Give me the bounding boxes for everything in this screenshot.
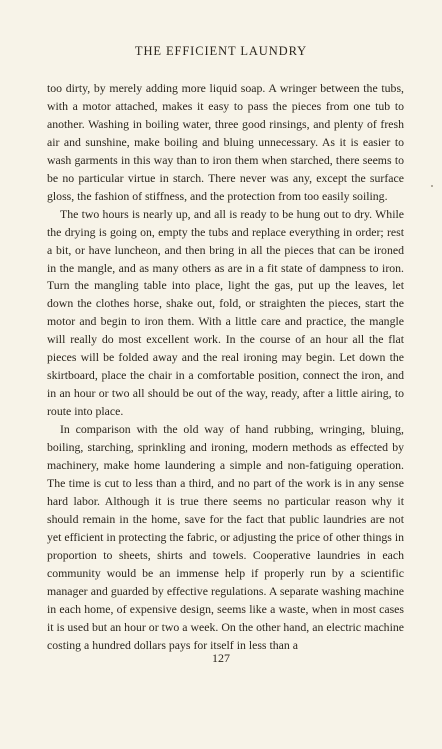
page-number: 127 [212,651,230,665]
body-text [47,80,404,655]
paper-speck [431,185,433,187]
running-head: THE EFFICIENT LAUNDRY [134,44,308,58]
paragraph-1: too dirty, by merely adding more liquid soap. A wringer between the tubs, with a motor attached, makes it easy to pass the pieces from one tub to another. Washing in boiling water, three good rinsings, and plenty of fresh air and sunshine, make boiling and bluing unnecessary. As it is easier to wash garments in this way than to iron them when starched, there seems to be no particular virtue in starch. There never was any, except the surface gloss, the fashion of stiffness, and the protection from too easily soiling. [47,81,404,203]
paragraph-3: In comparison with the old way of hand rubbing, wringing, bluing, boiling, starching, sprinkling and ironing, modern methods as effected by machinery, make home laundering a simple and non-fatiguing operation. The time is cut to less than a third, and no part of the work is in any sense hard labor. Although it is true there seems no particular reason why it should remain in the home, save for the fact that public laundries are not yet efficient in protecting the fabric, or adjusting the price of other things in proportion to sheets, shirts and towels. Cooperative laundries in each community would be an immense help if properly run by a scientific manager and guarded by effective regulations. A separate washing machine in each home, of expensive design, seems like a waste, when in most cases it is used but an hour or two a week. On the other hand, an electric machine costing a hundred dollars pays for itself in less than a [47,422,404,652]
paragraph-2: The two hours is nearly up, and all is ready to be hung out to dry. While the drying is going on, empty the tubs and replace everything in order; rest a bit, or have luncheon, and then bring in all the pieces that can be ironed in the mangle, and as many others as are in a fit state of dampness to iron. Turn the mangling table into place, light the gas, put up the leaves, let down the clothes horse, shake out, fold, or straighten the pieces, start the motor and begin to iron them. With a little care and practice, the mangle will really do most excellent work. In the course of an hour all the flat pieces will be folded away and the real ironing may begin. Let down the skirtboard, place the chair in a comfortable position, connect the iron, and in an hour or two all should be out of the way, ready, after a little airing, to route into place. [47,206,404,419]
